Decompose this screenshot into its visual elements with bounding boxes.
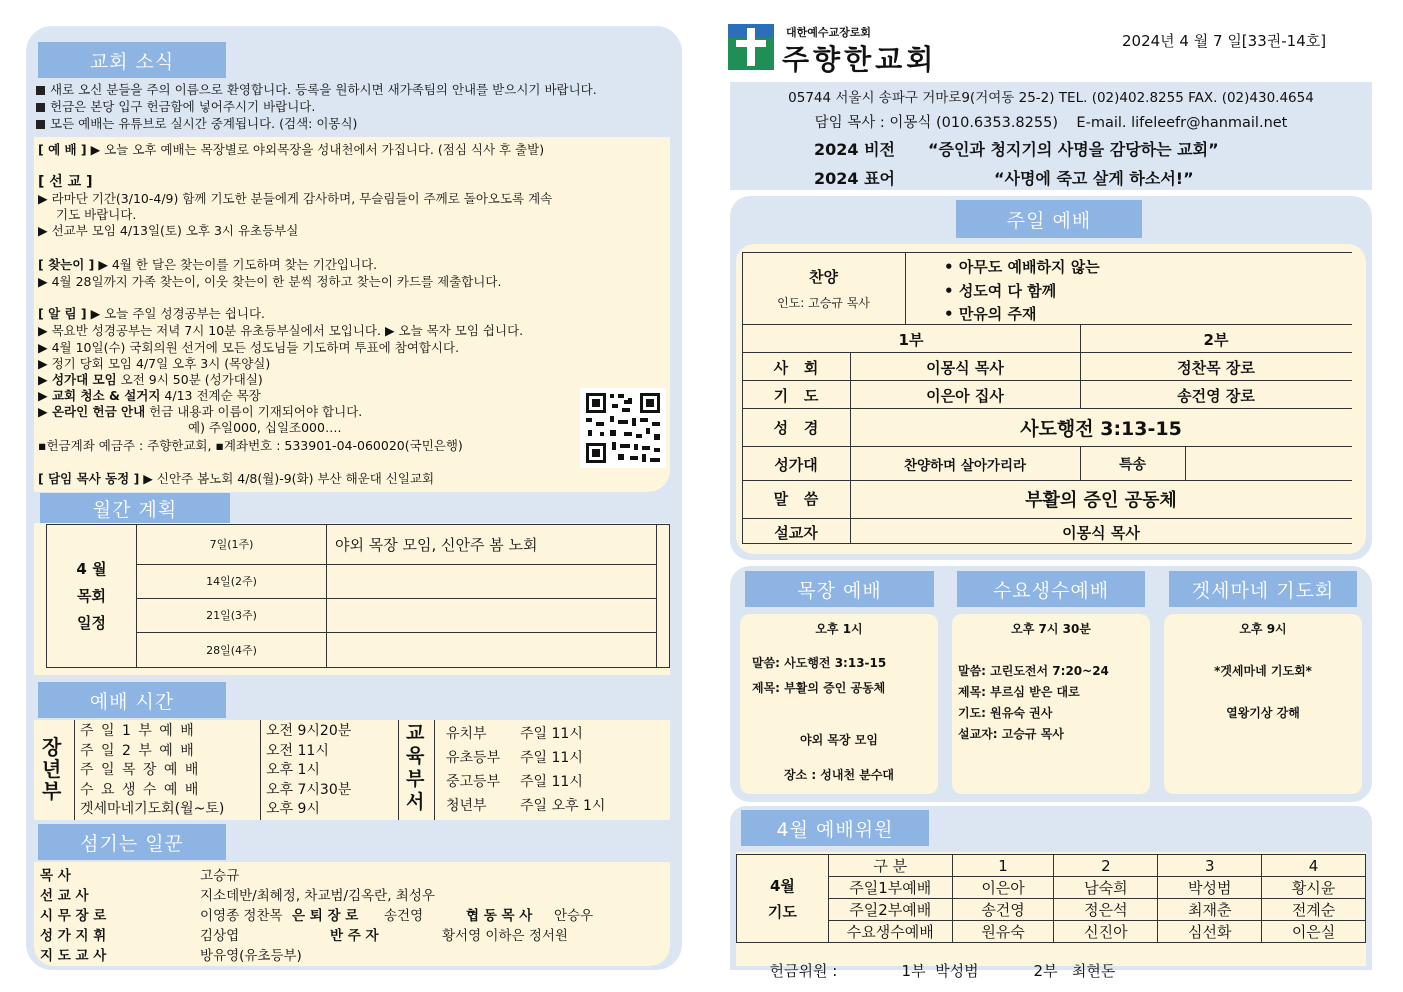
- mokjang-title: 제목: 부활의 증인 공동체: [752, 681, 886, 695]
- square-bullet-icon: [36, 120, 45, 129]
- week-1-event: 야외 목장 모임, 신안주 봄 노회: [327, 525, 657, 565]
- wednesday-time: 오후 7시 30분: [1011, 622, 1091, 636]
- week-4: 28일(4주): [137, 633, 327, 668]
- monthly-table: [46, 524, 670, 668]
- mokjang-time: 오후 1시: [815, 622, 863, 636]
- wednesday-prayer: 기도: 원유숙 권사: [958, 706, 1053, 720]
- row-name: 수요생수예배: [828, 921, 952, 943]
- notice-line-4: ▶ 정기 당회 모임 4/7일 오후 3시 (목양실): [38, 356, 271, 371]
- grid-line: [742, 446, 1352, 447]
- cell: 최재춘: [1158, 899, 1262, 921]
- table-row: [737, 877, 1366, 899]
- row-name: 주일2부예배: [828, 899, 952, 921]
- monthly-label: 4 월 목회 일정: [47, 525, 137, 668]
- servant-row: 성 가 지 휘 김상엽 반 주 자 황서영 이하은 정서원: [40, 928, 568, 944]
- presider-1: 이몽식 목사: [926, 359, 1004, 377]
- week-2-event: [327, 564, 657, 598]
- wednesday-title: 제목: 부르심 받은 대로: [958, 685, 1080, 699]
- square-bullet-icon: [36, 103, 45, 112]
- time-row: 수 요 생 수 예 배 오후 7시30분: [80, 781, 352, 798]
- week-4-event: [327, 633, 657, 668]
- servants-list: [40, 866, 680, 966]
- time-row: 주 일 목 장 예 배 오후 1시: [80, 762, 320, 778]
- wednesday-header: 수요생수예배: [957, 571, 1145, 607]
- col-2-label: 2부: [1203, 331, 1229, 349]
- pastor-contact: 담임 목사 : 이몽식 (010.6353.8255) E-mail. lifeleefr@hanmail.net: [814, 115, 1288, 131]
- col-header: 구 분: [828, 855, 952, 877]
- table-row: [737, 899, 1366, 921]
- praise-leader: 인도: 고승규 목사: [777, 296, 870, 310]
- grid-line: [905, 252, 906, 324]
- sermon-label: 말 씀: [773, 490, 819, 508]
- times-header: 예배 시간: [38, 682, 226, 718]
- grid-line: [742, 252, 1352, 253]
- gethsemane-content: 열왕기상 강해: [1226, 706, 1300, 720]
- week-3-event: [327, 598, 657, 633]
- motto-text: “사명에 죽고 살게 하소서!”: [994, 169, 1194, 188]
- mokjang-place: 장소 : 성내천 분수대: [783, 768, 895, 782]
- time-row: 유초등부 주일 11시: [446, 750, 583, 766]
- time-row: 중고등부 주일 11시: [446, 774, 583, 790]
- notice-2: 헌금은 본당 입구 헌금함에 넣어주시기 바랍니다.: [36, 99, 315, 115]
- col-header: 4: [1262, 855, 1366, 877]
- servers-label: 4월 기도: [737, 855, 829, 943]
- sunday-header: 주일 예배: [956, 200, 1142, 238]
- wednesday-word: 말씀: 고린도전서 7:20~24: [958, 664, 1109, 678]
- cell: 정은석: [1054, 899, 1158, 921]
- week-2: 14일(2주): [137, 564, 327, 598]
- prayer-label: 기 도: [773, 387, 819, 405]
- grid-line: [742, 408, 1352, 409]
- seek-2: ▶ 4월 28일까지 가족 찾는이, 이웃 찾는이 한 분씩 정하고 찾는이 카드를 제출합니다.: [38, 274, 502, 289]
- mission-1b: 기도 바랍니다.: [56, 207, 137, 222]
- wednesday-preacher: 설교자: 고승규 목사: [958, 727, 1064, 741]
- worship-news: [ 예 배 ] ▶ 오늘 오후 예배는 목장별로 야외목장을 성내천에서 가집니다. (점심 식사 후 출발): [38, 142, 545, 157]
- cell: 전계순: [1262, 899, 1366, 921]
- qr-code-icon: [580, 388, 666, 468]
- gethsemane-header: 겟세마네 기도회: [1169, 571, 1357, 607]
- praise-label: 찬양: [809, 268, 838, 286]
- prayer-1: 이은아 집사: [926, 387, 1004, 405]
- row-name: 주일1부예배: [828, 877, 952, 899]
- cell: 박성범: [1158, 877, 1262, 899]
- preacher-label: 설교자: [774, 524, 818, 542]
- divider: [434, 720, 435, 820]
- sunday-grid: [742, 252, 1352, 544]
- mokjang-word: 말씀: 사도행전 3:13-15: [752, 656, 887, 670]
- grid-line: [742, 380, 1352, 381]
- choir-label: 성가대: [774, 456, 818, 474]
- song-2: • 성도여 다 함께: [944, 282, 1057, 300]
- edu-times-list: [446, 722, 666, 818]
- news-header: 교회 소식: [38, 42, 226, 78]
- offering-servers: 헌금위원 : 1부 박성범 2부 최현돈: [769, 962, 1116, 980]
- notice-3: 모든 예배는 유튜브로 실시간 중계됩니다. (검색: 이몽식): [36, 116, 357, 132]
- servers-header: 4월 예배위원: [741, 810, 929, 846]
- scripture-text: 사도행전 3:13-15: [1020, 418, 1182, 440]
- grid-line: [742, 518, 1352, 519]
- divider: [74, 720, 75, 820]
- denomination: 대한예수교장로회: [786, 26, 872, 39]
- song-1: • 아무도 예배하지 않는: [944, 258, 1100, 276]
- scripture-label: 성 경: [773, 419, 819, 437]
- notice-line-3: ▶ 4월 10일(수) 국회의원 선거에 모든 성도님들 기도하며 투표에 참여합시다.: [38, 340, 460, 355]
- servants-header: 섬기는 일꾼: [38, 824, 226, 860]
- divider: [398, 720, 399, 820]
- grid-line: [742, 543, 1352, 544]
- time-row: 겟세마네기도회(월~토) 오후 9시: [80, 801, 320, 817]
- motto-label: 2024 표어: [814, 169, 896, 188]
- vision-text: “증인과 청지기의 사명을 감당하는 교회”: [928, 140, 1219, 159]
- col-1-label: 1부: [898, 331, 924, 349]
- edu-label: 교육부서: [406, 722, 425, 813]
- notice-line-2: ▶ 목요반 성경공부는 저녁 7시 10분 유초등부실에서 모입니다. ▶ 오늘 목자 모임 쉽니다.: [38, 323, 524, 338]
- cell: 이은실: [1262, 921, 1366, 943]
- adult-times-list: [80, 722, 390, 820]
- time-row: 청년부 주일 오후 1시: [446, 798, 606, 814]
- col-header: 2: [1054, 855, 1158, 877]
- servant-row: 시 무 장 로 이영종 정찬목 은 퇴 장 로 송건영 협 동 목 사 안승우: [40, 908, 594, 924]
- table-row: [737, 921, 1366, 943]
- sermon-title: 부활의 증인 공동체: [1025, 490, 1177, 511]
- notice-line-7: ▶ 온라인 헌금 안내 헌금 내용과 이름이 기재되어야 합니다.: [38, 404, 363, 419]
- song-3: • 만유의 주재: [944, 305, 1037, 323]
- notice-line-5: ▶ 성가대 모임 오전 9시 50분 (성가대실): [38, 372, 263, 387]
- gethsemane-title: *겟세마네 기도회*: [1214, 664, 1312, 678]
- cell: 신진아: [1054, 921, 1158, 943]
- time-row: 유치부 주일 11시: [446, 726, 583, 742]
- mission-tag: [ 선 교 ]: [38, 174, 93, 190]
- grid-line: [742, 324, 1352, 325]
- choir-song: 찬양하며 살아가리라: [903, 458, 1027, 474]
- week-3: 21일(3주): [137, 598, 327, 633]
- mission-1: ▶ 라마단 기간(3/10-4/9) 함께 기도한 분들에게 감사하며, 무슬림들이 주께로 돌아오도록 계속: [38, 191, 553, 206]
- church-address: 05744 서울시 송파구 거마로9(거여동 25-2) TEL. (02)402.8255 FAX. (02)430.4654: [788, 90, 1314, 106]
- week-1: 7일(1주): [137, 525, 327, 565]
- grid-line: [1185, 446, 1186, 480]
- notice-line-1: [ 알 림 ] ▶ 오늘 주일 성경공부는 쉽니다.: [38, 306, 266, 321]
- cell: 황시윤: [1262, 877, 1366, 899]
- cell: 이은아: [952, 877, 1054, 899]
- seek-1: [ 찾는이 ] ▶ 4월 한 달은 찾는이를 기도하며 찾는 기간입니다.: [38, 257, 378, 272]
- prayer-2: 송건영 장로: [1177, 387, 1255, 405]
- cell: 원유숙: [952, 921, 1054, 943]
- presider-2: 정찬목 장로: [1177, 359, 1255, 377]
- notice-line-7c: 예) 주일000, 십일조000….: [188, 420, 342, 435]
- preacher-name: 이몽식 목사: [1062, 524, 1140, 542]
- notice-1: 새로 오신 분들을 주의 이름으로 환영합니다. 등록을 원하시면 새가족팀의 안내를 받으시기 바랍니다.: [36, 82, 597, 98]
- church-logo-icon: [728, 24, 774, 70]
- church-name: 주향한교회: [782, 43, 938, 76]
- special-label: 특송: [1118, 457, 1147, 473]
- bulletin-date: 2024년 4 월 7 일[33권-14호]: [1122, 32, 1327, 50]
- vision-label: 2024 비전: [814, 140, 896, 159]
- servant-row: 목 사 고승규: [40, 868, 240, 884]
- account-line: ▪헌금계좌 예금주 : 주향한교회, ▪계좌번호 : 533901-04-060020(국민은행): [38, 438, 463, 453]
- time-row: 주 일 1 부 예 배 오전 9시20분: [80, 723, 352, 739]
- servant-row: 선 교 사 지소데반/최혜정, 차교범/김옥란, 최성우: [40, 888, 435, 904]
- notice-line-6: ▶ 교회 청소 & 설거지 4/13 전계순 목장: [38, 388, 261, 403]
- adult-label: 장년부: [42, 735, 62, 803]
- servant-row: 지 도 교 사 방유영(유초등부): [40, 948, 302, 964]
- presider-label: 사 회: [773, 359, 819, 377]
- servers-table: [736, 854, 1366, 943]
- mokjang-header: 목장 예배: [745, 571, 934, 607]
- grid-line: [742, 352, 1352, 353]
- pastor-news: [ 담임 목사 동정 ] ▶ 신안주 봄노회 4/8(월)-9(화) 부산 해운대 신일교회: [38, 471, 435, 486]
- cell: 심선화: [1158, 921, 1262, 943]
- gethsemane-time: 오후 9시: [1239, 622, 1287, 636]
- monthly-header: 월간 계획: [40, 493, 230, 523]
- col-header: 3: [1158, 855, 1262, 877]
- mission-2: ▶ 선교부 모임 4/13일(토) 오후 3시 유초등부실: [38, 223, 299, 238]
- time-row: 주 일 2 부 예 배 오전 11시: [80, 742, 329, 759]
- grid-line: [742, 480, 1352, 481]
- mokjang-event: 야외 목장 모임: [800, 733, 878, 747]
- cell: 송건영: [952, 899, 1054, 921]
- cell: 남숙희: [1054, 877, 1158, 899]
- square-bullet-icon: [36, 86, 45, 95]
- col-header: 1: [952, 855, 1054, 877]
